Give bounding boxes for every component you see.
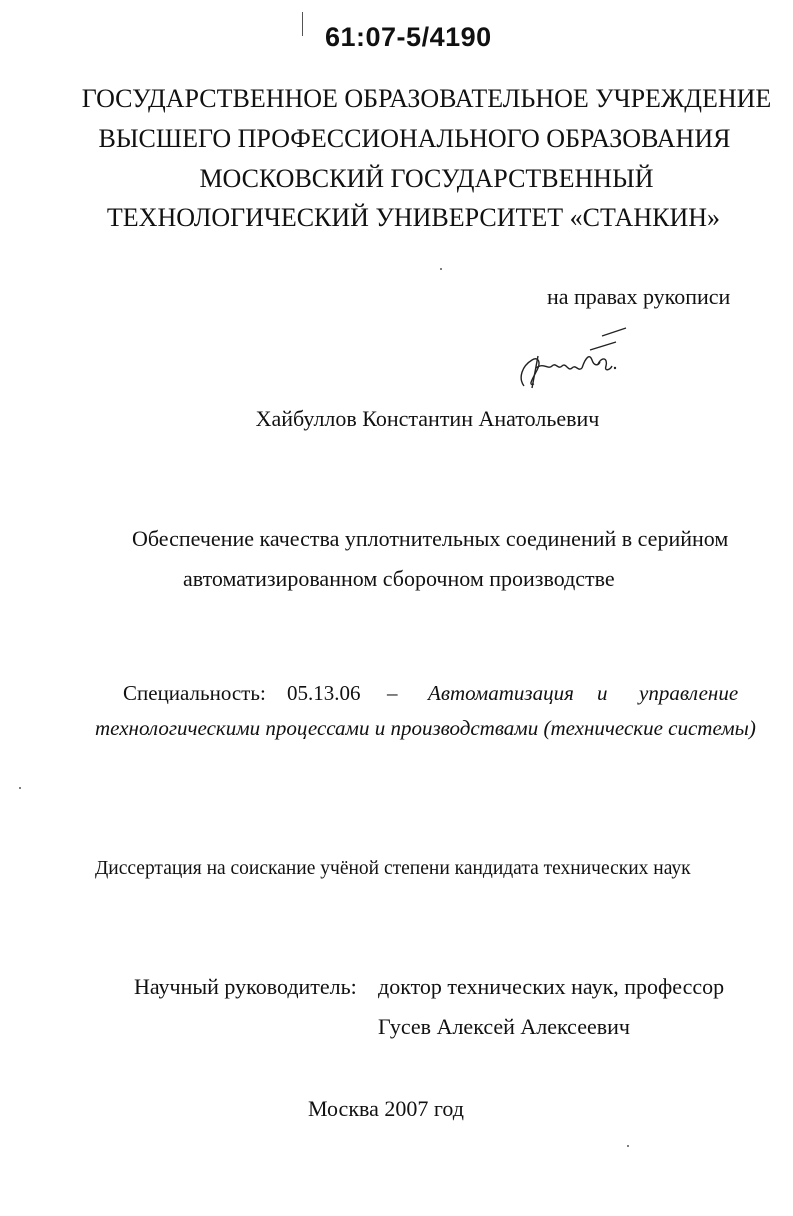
specialty-dash: – (387, 681, 398, 705)
supervisor-name: Гусев Алексей Алексеевич (378, 1014, 630, 1039)
specialty-word-automation: Автоматизация (428, 681, 574, 705)
archive-stamp-code: 61:07-5/4190 (325, 22, 492, 52)
supervisor-label: Научный руководитель: (134, 974, 357, 999)
manuscript-rights-note: на правах рукописи (547, 284, 731, 309)
specialty-description-line-2: технологическими процессами и производствами (технические системы) (95, 716, 756, 740)
specialty-word-management: управление (639, 681, 739, 705)
place-and-year: Москва 2007 год (308, 1096, 464, 1121)
scan-speck (440, 268, 442, 270)
header-line-4: ТЕХНОЛОГИЧЕСКИЙ УНИВЕРСИТЕТ «СТАНКИН» (106, 203, 721, 232)
author-signature (512, 326, 630, 396)
header-line-1: ГОСУДАРСТВЕННОЕ ОБРАЗОВАТЕЛЬНОЕ УЧРЕЖДЕНИЕ (81, 84, 772, 113)
header-line-2: ВЫСШЕГО ПРОФЕССИОНАЛЬНОГО ОБРАЗОВАНИЯ (98, 124, 731, 153)
specialty-code: 05.13.06 (287, 681, 361, 705)
header-line-3: МОСКОВСКИЙ ГОСУДАРСТВЕННЫЙ (199, 164, 654, 193)
dissertation-statement: Диссертация на соискание учёной степени кандидата технических наук (95, 858, 691, 879)
specialty-word-and: и (597, 681, 608, 705)
supervisor-degree: доктор технических наук, профессор (378, 974, 725, 999)
stamp-tick-mark (302, 12, 303, 36)
specialty-label: Специальность: (123, 681, 266, 705)
thesis-title-line-1: Обеспечение качества уплотнительных соединений в серийном (132, 526, 729, 551)
author-name: Хайбуллов Константин Анатольевич (255, 406, 600, 431)
thesis-title-line-2: автоматизированном сборочном производстве (183, 566, 615, 591)
margin-speck (19, 787, 21, 789)
scan-speck-bottom (627, 1145, 629, 1147)
